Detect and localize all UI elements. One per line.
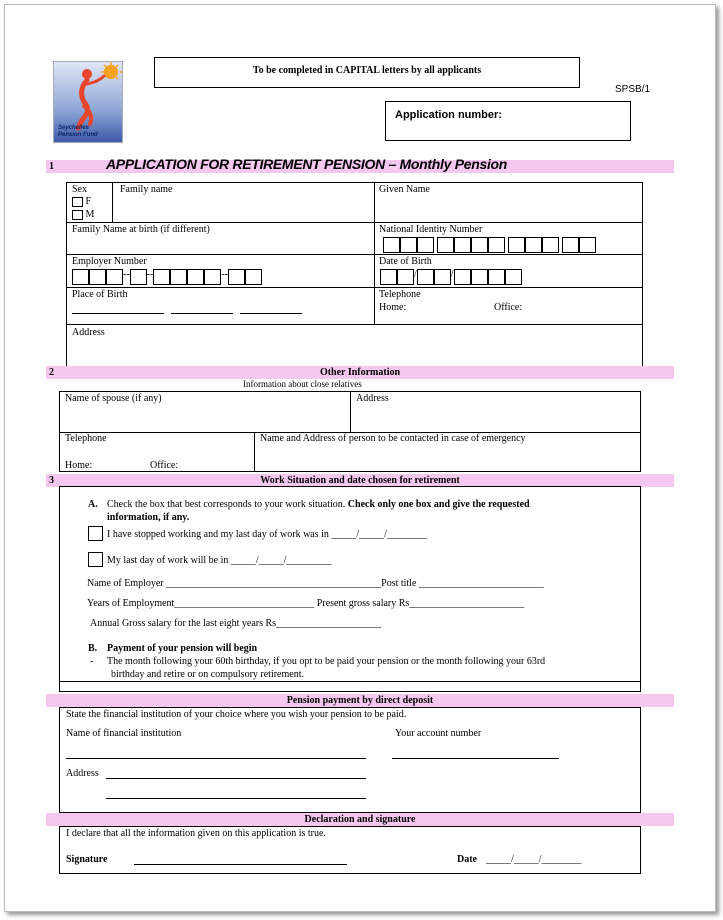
bank-address-line1[interactable] [106,778,366,779]
employer-name-field[interactable]: Name of Employer ___________________________________________Post title _________________________ [87,578,544,589]
section3-a-label: A. [88,499,98,510]
nin-label: National Identity Number [379,224,483,235]
employer-number-boxes[interactable]: -- -- -- [72,269,262,285]
sex-f-label: F [85,196,92,207]
annual-gross-salary-field[interactable]: Annual Gross salary for the last eight years Rs_____________________ [90,618,382,629]
form-code: SPSB/1 [615,84,651,95]
section3-b-text2: birthday and retire or on compulsory retirement. [111,669,304,680]
bank-address-label: Address [66,768,99,779]
section3-a-instruction [107,499,530,510]
section1-number: 1 [49,161,54,172]
family-name-birth-label: Family Name at birth (if different) [72,224,210,235]
signature-label: Signature [66,854,108,865]
declaration-band [46,813,674,826]
relative-home-label: Home: [65,460,93,471]
home-label: Home: [379,302,407,313]
section3-b-title: Payment of your pension will begin [107,643,258,654]
sex-m-checkbox[interactable] [72,210,83,220]
pension-payment-instruction: State the financial institution of your choice where you wish your pension to be paid. [66,709,407,720]
address-label: Address [72,327,105,338]
emergency-contact-label: Name and Address of person to be contacted in case of emergency [260,433,526,444]
section2-subtitle: Information about close relatives [243,379,362,389]
place-of-birth-line2[interactable] [171,313,233,314]
section3-a-text-bold: Check only one box and give the requested [347,499,530,510]
application-number-field[interactable] [385,101,631,141]
section3-b-dash: - [90,656,94,667]
section2-number: 2 [49,367,54,378]
section2-band [46,366,674,379]
relative-telephone-label: Telephone [65,433,107,444]
spouse-name-label: Name of spouse (if any) [65,393,162,404]
financial-institution-label: Name of financial institution [66,728,182,739]
section1-title: APPLICATION FOR RETIREMENT PENSION – Monthly Pension [106,156,508,172]
place-of-birth-line1[interactable] [72,313,164,314]
spouse-address-label: Address [356,393,389,404]
declaration-title: Declaration and signature [304,814,416,825]
financial-institution-line[interactable] [66,758,366,759]
last-day-future-checkbox[interactable] [88,552,103,567]
sex-m-label: M [85,209,95,220]
office-label: Office: [494,302,523,313]
section3-a-text2: information, if any. [107,512,190,523]
sex-f-checkbox[interactable] [72,197,83,207]
sex-label: Sex [72,184,87,195]
employer-number-label: Employer Number [72,256,147,267]
pension-payment-title: Pension payment by direct deposit [286,695,434,706]
pension-payment-band [46,694,674,707]
application-number-label: Application number: [395,109,502,121]
nin-boxes[interactable] [383,237,596,255]
stopped-working-checkbox[interactable] [88,526,103,541]
stopped-working-option: I have stopped working and my last day of work was in _____/_____/________ [107,529,427,540]
section2-title: Other Information [319,367,401,378]
section3-b-text1: The month following your 60th birthday, if you opt to be paid your pension or the month following your 63rd [107,656,546,667]
section3-title: Work Situation and date chosen for retirement [260,475,460,486]
dob-boxes[interactable]: / / [380,269,522,285]
declaration-statement: I declare that all the information given on this application is true. [66,828,326,839]
section3-a-text1: Check the box that best corresponds to your work situation. [107,499,346,510]
date-label: Date [457,854,477,865]
section3-b-label: B. [88,643,98,654]
account-number-label: Your account number [395,728,482,739]
last-day-future-option: My last day of work will be in _____/_____/_________ [107,555,332,566]
given-name-label: Given Name [379,184,430,195]
place-of-birth-label: Place of Birth [72,289,128,300]
seychelles-pension-fund-logo [53,61,123,143]
logo-caption-line1: Seychelles [58,125,90,131]
section3-number: 3 [49,475,54,486]
years-employment-field[interactable]: Years of Employment____________________________ Present gross salary Rs_______________________ [87,598,525,609]
sex-option-m[interactable] [72,209,94,220]
logo-caption-line2: Pension Fund [58,132,98,138]
sex-option-f[interactable] [72,196,91,207]
date-line[interactable]: _____/_____/________ [486,854,582,865]
telephone-label: Telephone [379,289,421,300]
signature-line[interactable] [134,864,347,865]
dob-label: Date of Birth [379,256,432,267]
place-of-birth-line3[interactable] [240,313,302,314]
relative-office-label: Office: [150,460,179,471]
capital-letters-notice: To be completed in CAPITAL letters by all applicants [154,57,580,88]
bank-address-line2[interactable] [106,798,366,799]
account-number-line[interactable] [392,758,559,759]
family-name-label: Family name [120,184,173,195]
